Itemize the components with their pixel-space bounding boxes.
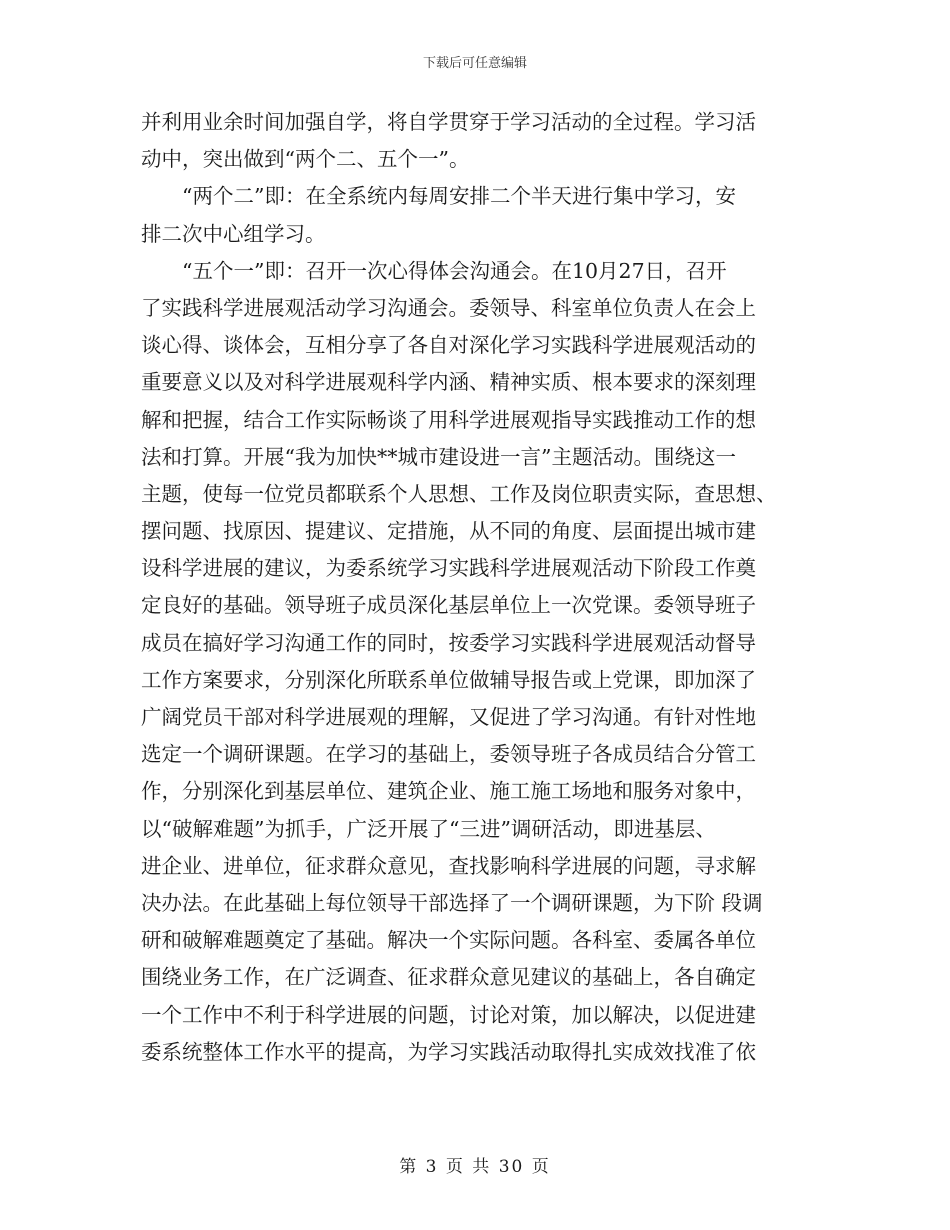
text-line: 作，分别深化到基层单位、建筑企业、施工施工场地和服务对象中， (141, 779, 756, 804)
text-line: 谈心得、谈体会，互相分享了各自对深化学习实践科学进展观活动的 (141, 333, 756, 358)
page-number-footer: 第 3 页 共 30 页 (399, 1157, 551, 1177)
text-line: 法和打算。开展“我为加快**城市建设进一言”主题活动。围绕这一 (141, 444, 736, 469)
text-line: 广阔党员干部对科学进展观的理解，又促进了学习沟通。有针对性地 (141, 705, 756, 729)
text-line: 设科学进展的建议，为委系统学习实践科学进展观活动下阶段工作奠 (141, 556, 756, 581)
text-line: 了实践科学进展观活动学习沟通会。委领导、科室单位负责人在会上 (141, 295, 756, 320)
text-line: 动中，突出做到“两个二、五个一”。 (141, 147, 470, 172)
text-line: 重要意义以及对科学进展观科学内涵、精神实质、根本要求的深刻理 (141, 370, 756, 395)
text-line: 以“破解难题”为抓手，广泛开展了“三进”调研活动，即进基层、 (141, 816, 716, 841)
text-line: 研和破解难题奠定了基础。解决一个实际问题。各科室、委属各单位 (141, 928, 756, 953)
text-line: 围绕业务工作，在广泛调查、征求群众意见建议的基础上，各自确定 (141, 965, 756, 990)
text-line: 决办法。在此基础上每位领导干部选择了一个调研课题，为下阶 段调 (141, 890, 763, 915)
text-line: 解和把握，结合工作实际畅谈了用科学进展观指导实践推动工作的想 (141, 407, 756, 432)
text-line: “五个一”即：召开一次心得体会沟通会。在10月27日，召开 (141, 258, 727, 283)
text-line: 选定一个调研课题。在学习的基础上，委领导班子各成员结合分管工 (141, 742, 756, 767)
text-line: 摆问题、找原因、提建议、定措施，从不同的角度、层面提出城市建 (141, 519, 756, 544)
text-line: 委系统整体工作水平的提高，为学习实践活动取得扎实成效找准了依 (141, 1039, 756, 1064)
text-line: 成员在搞好学习沟通工作的同时，按委学习实践科学进展观活动督导 (141, 630, 756, 655)
text-line: 并利用业余时间加强自学，将自学贯穿于学习活动的全过程。学习活 (141, 110, 756, 134)
text-line: 工作方案要求，分别深化所联系单位做辅导报告或上党课，即加深了 (141, 667, 756, 692)
page-header: 下载后可任意编辑 (422, 56, 527, 71)
text-line: 排二次中心组学习。 (141, 221, 326, 246)
document-body (141, 104, 811, 1071)
text-line: 一个工作中不利于科学进展的问题，讨论对策，加以解决，以促进建 (141, 1002, 756, 1027)
text-line: 定良好的基础。领导班子成员深化基层单位上一次党课。委领导班子 (141, 593, 756, 618)
text-line: 进企业、进单位，征求群众意见，查找影响科学进展的问题，寻求解 (141, 853, 756, 878)
text-line: “两个二”即：在全系统内每周安排二个半天进行集中学习，安 (141, 184, 736, 209)
text-line: 主题，使每一位党员都联系个人思想、工作及岗位职责实际，查思想、 (141, 481, 777, 506)
